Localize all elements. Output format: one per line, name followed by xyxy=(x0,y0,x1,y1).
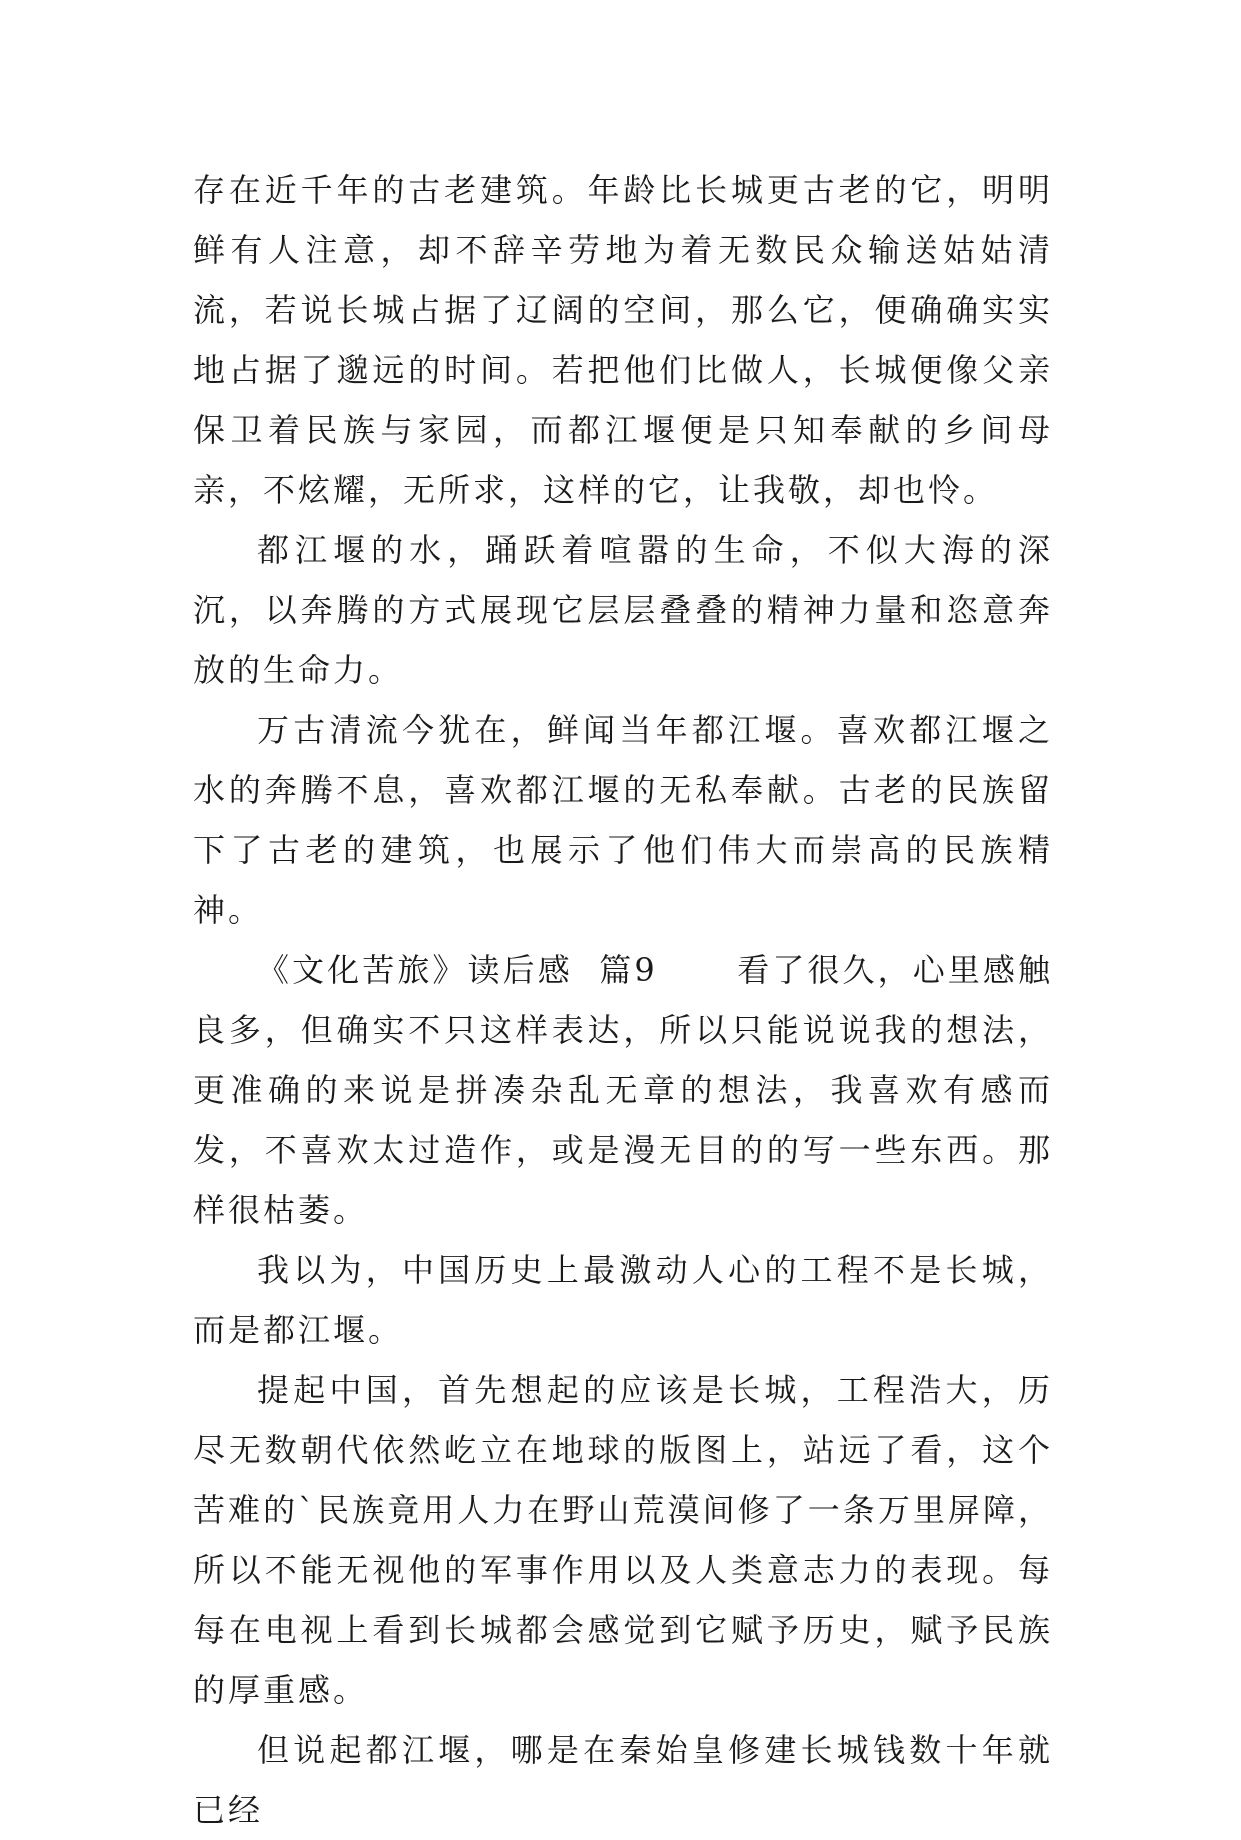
paragraph-5: 我以为，中国历史上最激动人心的工程不是长城，而是都江堰。 xyxy=(193,1251,1053,1349)
paragraph-2: 都江堰的水，踊跃着喧嚣的生命，不似大海的深沉，以奔腾的方式展现它层层叠叠的精神力量和恣意奔放的生命力。 xyxy=(193,531,1053,689)
document-body xyxy=(193,160,1053,1840)
paragraph-7: 但说起都江堰，哪是在秦始皇修建长城钱数十年就已经 xyxy=(193,1731,1053,1829)
paragraph-3: 万古清流今犹在，鲜闻当年都江堰。喜欢都江堰之水的奔腾不息，喜欢都江堰的无私奉献。古老的民族留下了古老的建筑，也展示了他们伟大而崇高的民族精神。 xyxy=(193,711,1053,929)
paragraph-4: 《文化苦旅》读后感 篇9 看了很久，心里感触良多，但确实不只这样表达，所以只能说说我的想法，更准确的来说是拼凑杂乱无章的想法，我喜欢有感而发，不喜欢太过造作，或是漫无目的的写一些东西。那样很枯萎。 xyxy=(193,951,1053,1229)
paragraph-6: 提起中国，首先想起的应该是长城，工程浩大，历尽无数朝代依然屹立在地球的版图上，站远了看，这个苦难的`民族竟用人力在野山荒漠间修了一条万里屏障，所以不能无视他的军事作用以及人类意志力的表现。每每在电视上看到长城都会感觉到它赋予历史，赋予民族的厚重感。 xyxy=(193,1371,1053,1709)
paragraph-1: 存在近千年的古老建筑。年龄比长城更古老的它，明明鲜有人注意，却不辞辛劳地为着无数民众输送姑姑清流，若说长城占据了辽阔的空间，那么它，便确确实实地占据了邈远的时间。若把他们比做人，长城便像父亲保卫着民族与家园，而都江堰便是只知奉献的乡间母亲，不炫耀，无所求，这样的它，让我敬，却也怜。 xyxy=(193,171,1053,509)
